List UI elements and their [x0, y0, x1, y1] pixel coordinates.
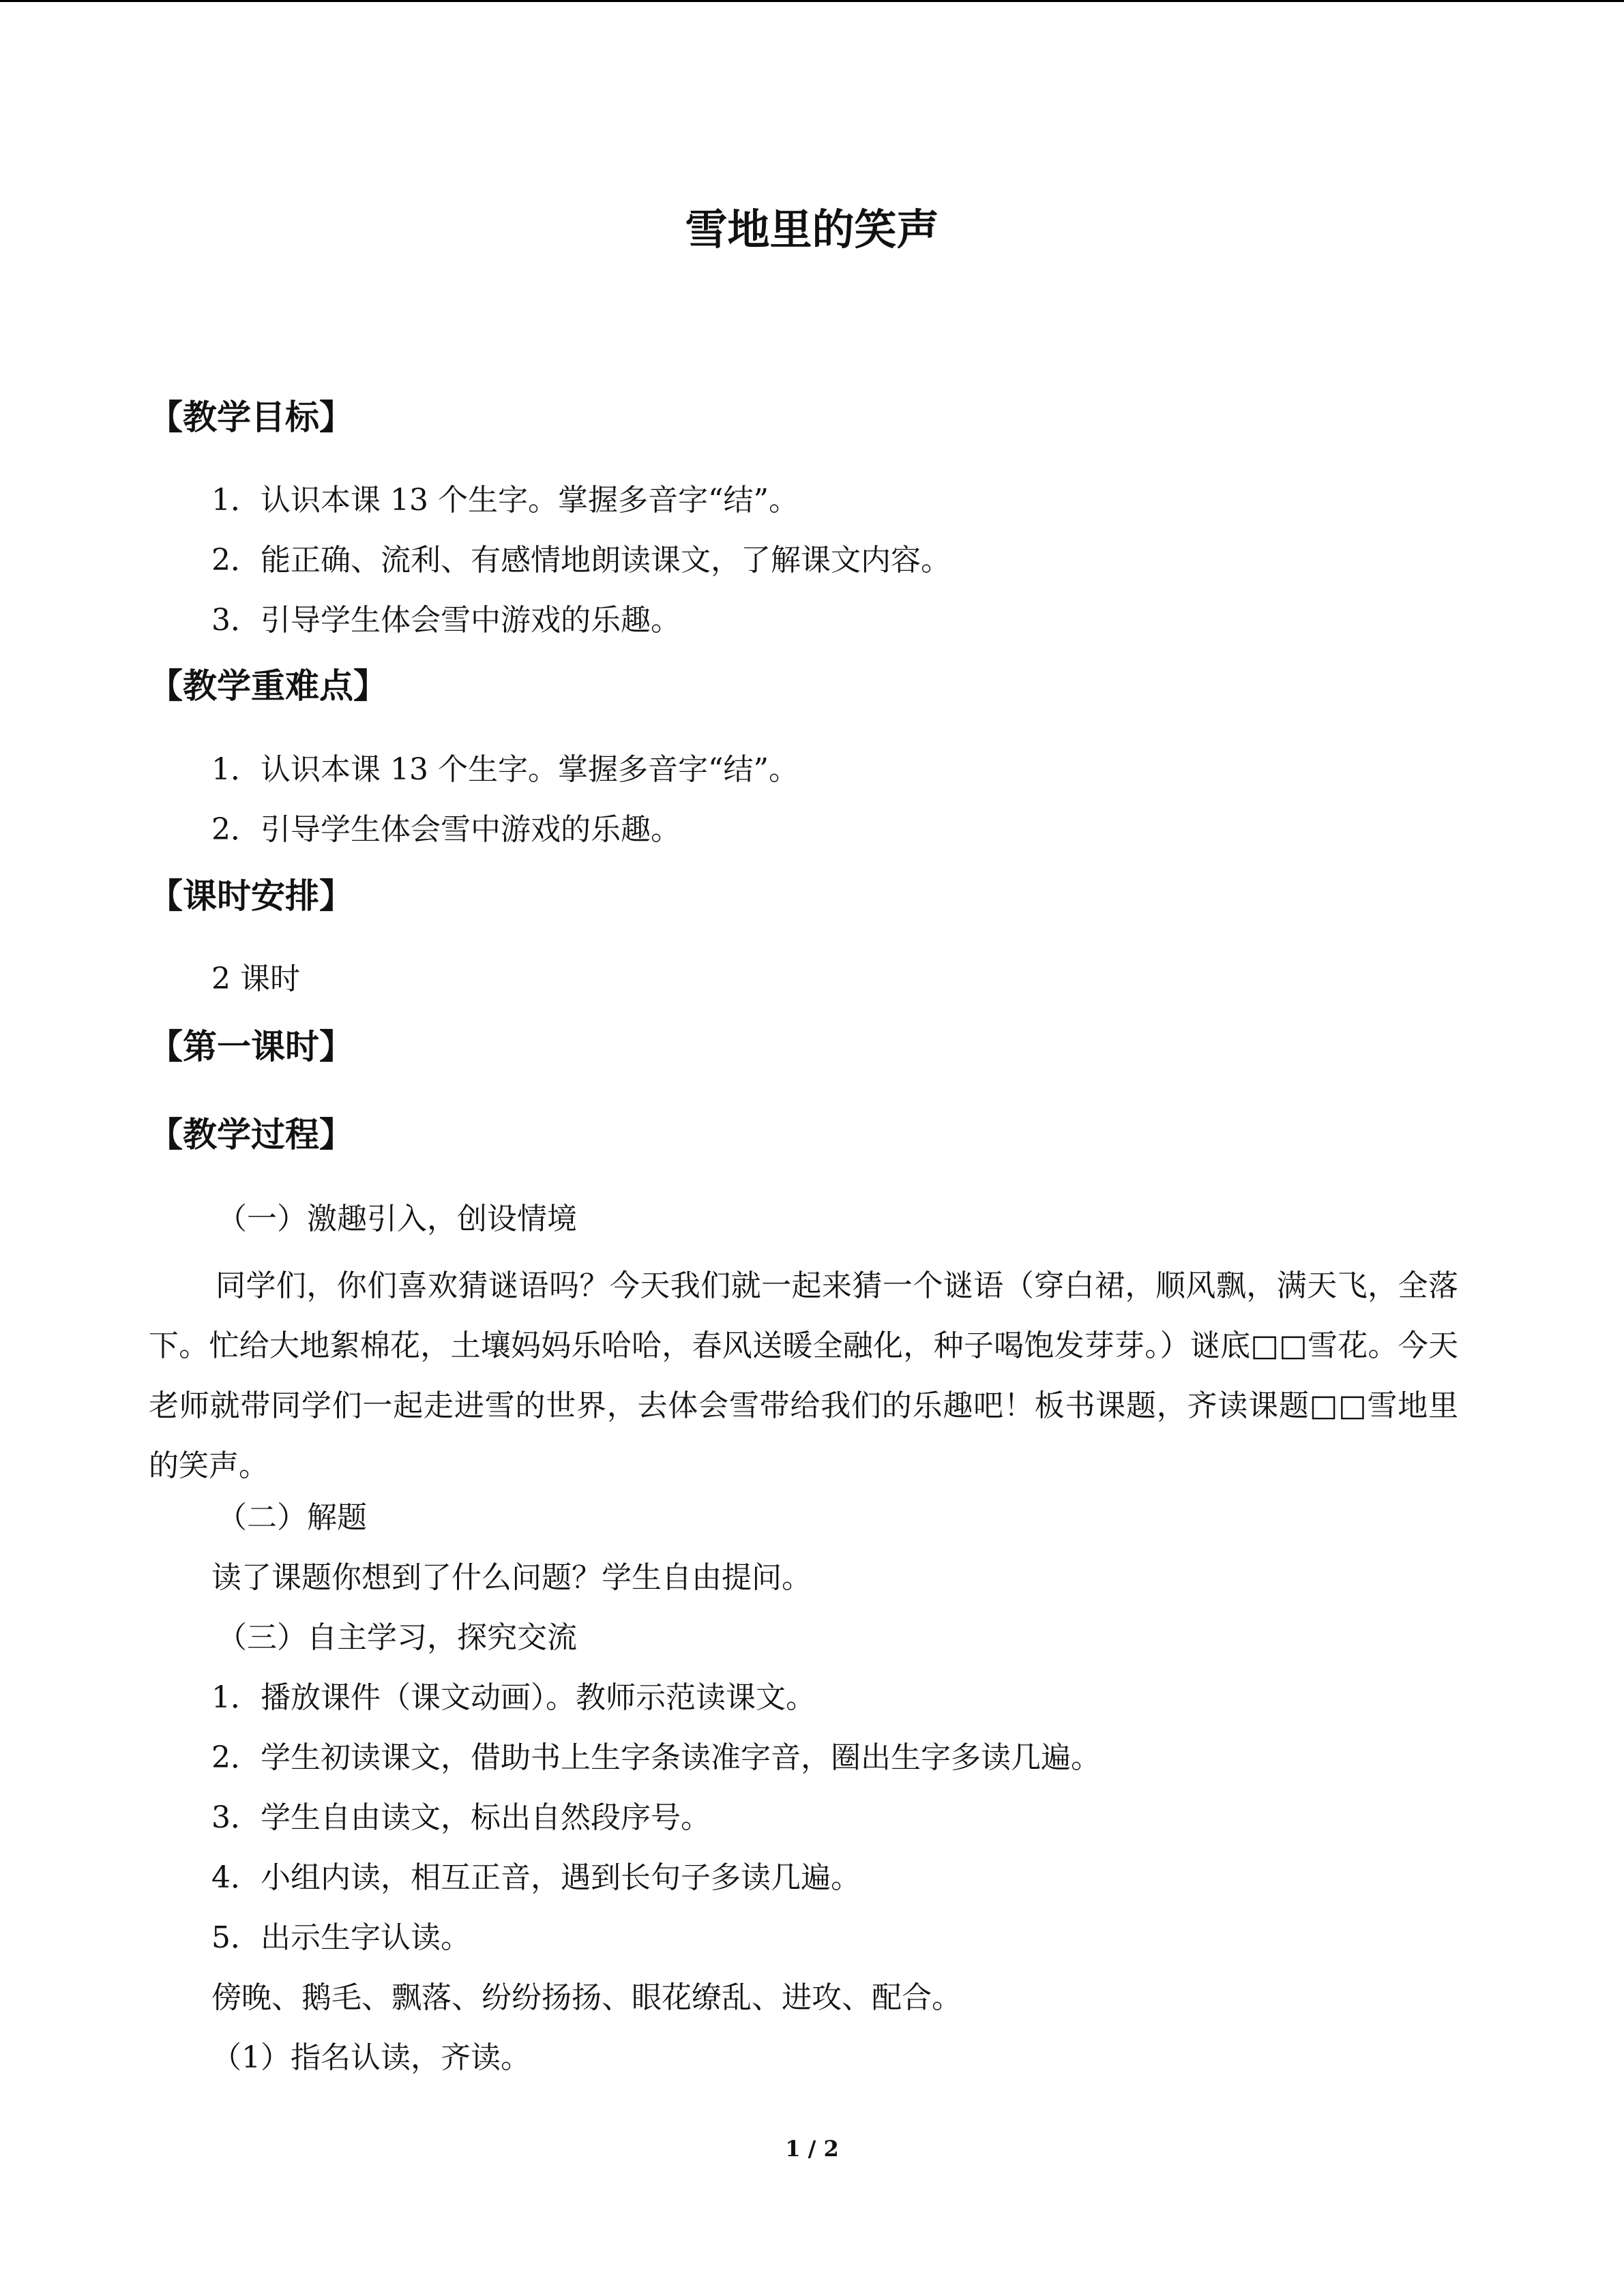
schedule-text: 2 课时: [211, 961, 300, 996]
key-point-item-1: 1．认识本课 13 个生字。掌握多音字“结”。: [211, 752, 799, 787]
process-step3-title: （三）自主学习，探究交流: [217, 1620, 577, 1655]
process-words-list: 傍晚、鹅毛、飘落、纷纷扬扬、眼花缭乱、进攻、配合。: [211, 1980, 962, 2015]
heading-key-points: 【教学重难点】: [149, 666, 387, 706]
document-page: [149, 0, 1475, 2296]
process-sub-item-1: （1）指名认读，齐读。: [211, 2040, 531, 2075]
page-number: 1 / 2: [785, 2136, 839, 2162]
process-step3-item-4: 4．小组内读，相互正音，遇到长句子多读几遍。: [211, 1860, 861, 1895]
key-point-item-2: 2．引导学生体会雪中游戏的乐趣。: [211, 812, 681, 847]
goal-item-2: 2．能正确、流利、有感情地朗读课文，了解课文内容。: [211, 543, 951, 578]
heading-schedule: 【课时安排】: [149, 876, 353, 916]
process-step2-title: （二）解题: [217, 1500, 367, 1535]
heading-first-lesson: 【第一课时】: [149, 1027, 353, 1067]
process-step1-title: （一）激趣引入，创设情境: [217, 1202, 577, 1236]
document-title: 雪地里的笑声: [685, 205, 939, 254]
heading-teaching-goals: 【教学目标】: [149, 398, 353, 437]
process-step2-text: 读了课题你想到了什么问题？学生自由提问。: [211, 1560, 812, 1595]
process-step3-item-2: 2．学生初读课文，借助书上生字条读准字音，圈出生字多读几遍。: [211, 1740, 1101, 1775]
process-step3-item-3: 3．学生自由读文，标出自然段序号。: [211, 1800, 711, 1835]
goal-item-3: 3．引导学生体会雪中游戏的乐趣。: [211, 603, 681, 638]
process-step1-paragraph: 同学们，你们喜欢猜谜语吗？今天我们就一起来猜一个谜语（穿白裙，顺风飘，满天飞，全落下。忙给大地絮棉花，土壤妈妈乐哈哈，春风送暖全融化，种子喝饱发芽芽。）谜底□□雪花。今天老师就带同学们一起走进雪的世界，去体会雪带给我们的乐趣吧！板书课题，齐读课题□□雪地里的笑声。: [149, 1268, 1459, 1483]
process-step3-item-5: 5．出示生字认读。: [211, 1920, 471, 1955]
heading-teaching-process: 【教学过程】: [149, 1115, 353, 1154]
goal-item-1: 1．认识本课 13 个生字。掌握多音字“结”。: [211, 483, 799, 518]
process-step3-item-1: 1．播放课件（课文动画）。教师示范读课文。: [211, 1680, 816, 1715]
